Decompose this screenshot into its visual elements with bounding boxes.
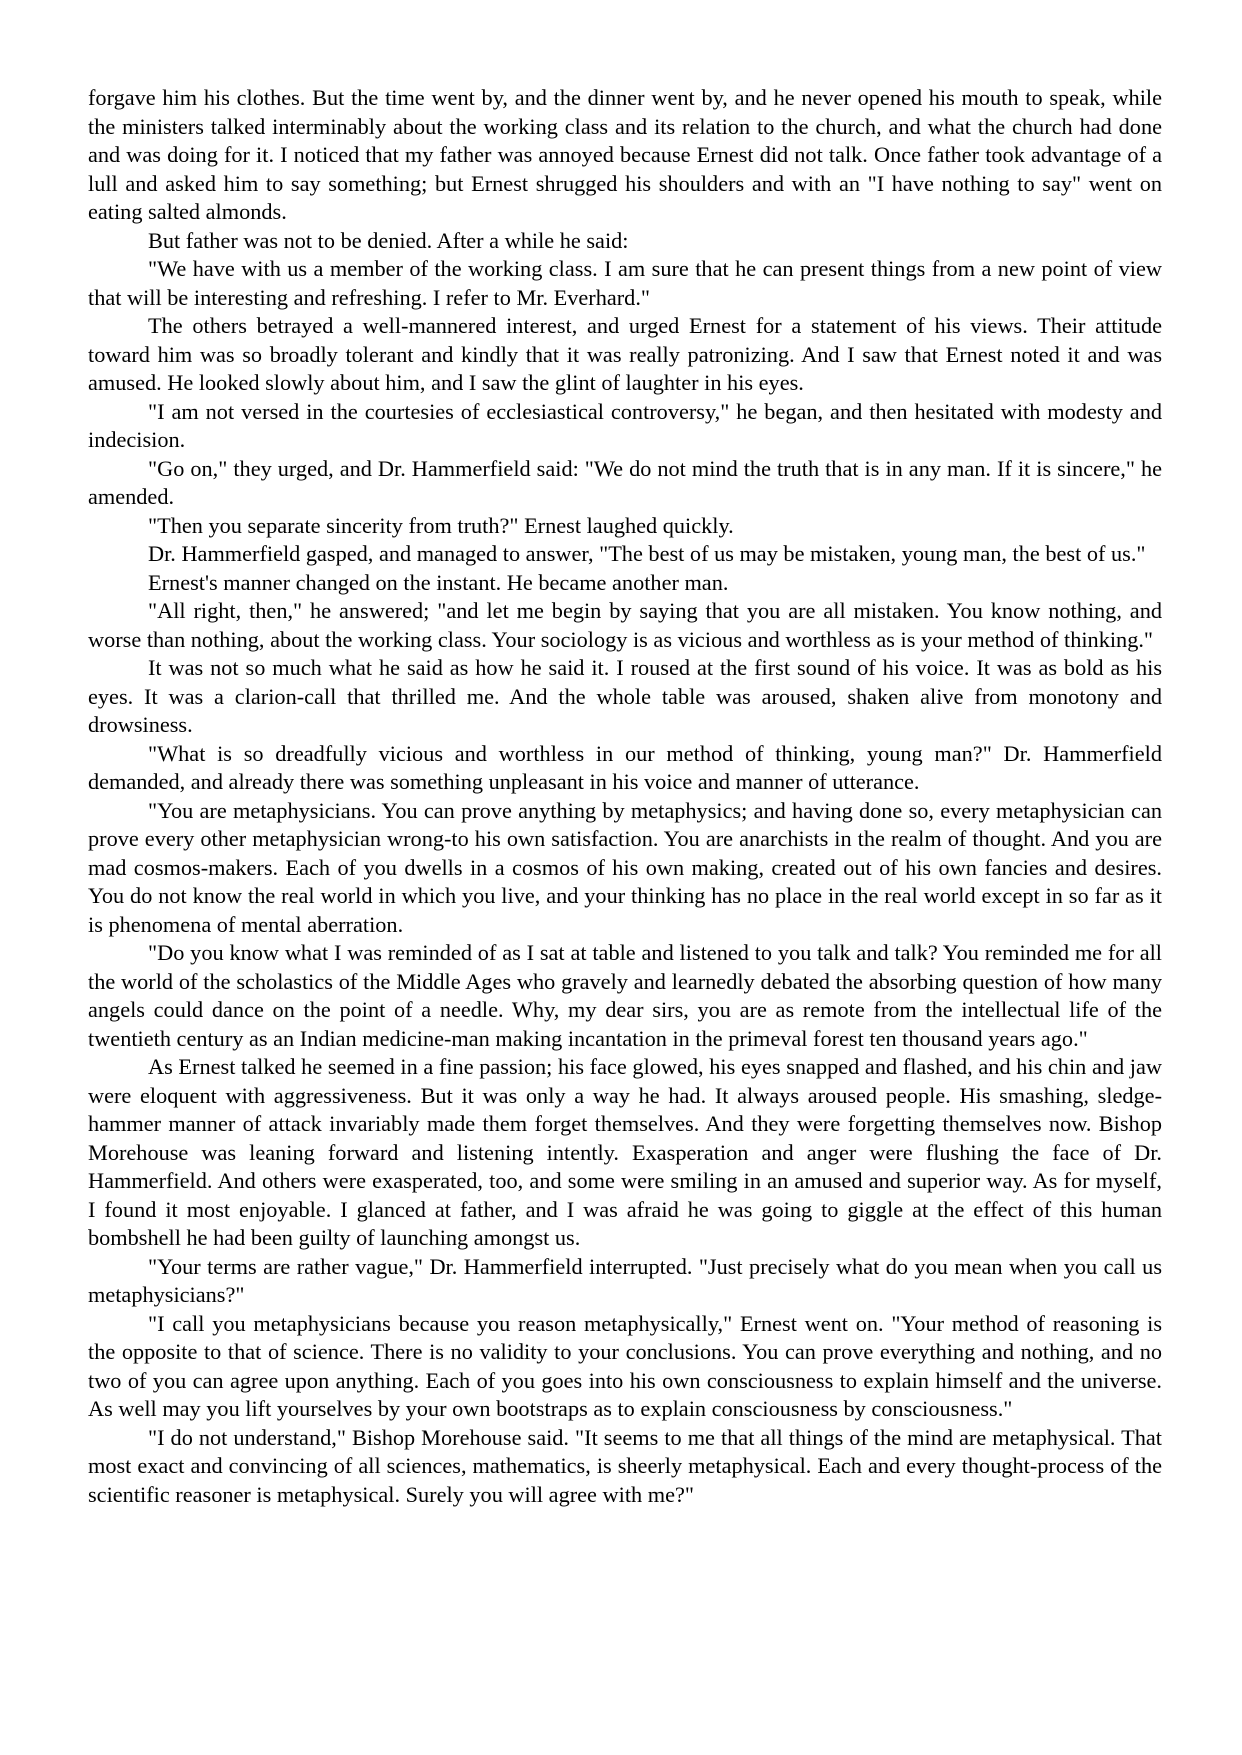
paragraph-15: As Ernest talked he seemed in a fine passion; his face glowed, his eyes snapped and flashed, and his chin and jaw were eloquent with aggressiveness. But it was only a way he had. It always aroused people. His smashing, sledge-hammer manner of attack invariably made them forget themselves. And they were forgetting themselves now. Bishop Morehouse was leaning forward and listening intently. Exasperation and anger were flushing the face of Dr. Hammerfield. And others were exasperated, too, and some were smiling in an amused and superior way. As for myself, I found it most enjoyable. I glanced at father, and I was afraid he was going to giggle at the effect of this human bombshell he had been guilty of launching amongst us.	[88, 1054, 1162, 1250]
document-page	[88, 84, 1162, 1509]
paragraph-10: "All right, then," he answered; "and let me begin by saying that you are all mistaken. You know nothing, and worse than nothing, about the working class. Your sociology is as vicious and worthless as is your method of thinking."	[88, 598, 1162, 652]
paragraph-13: "You are metaphysicians. You can prove anything by metaphysics; and having done so, every metaphysician can prove every other metaphysician wrong-to his own satisfaction. You are anarchists in the realm of thought. And you are mad cosmos-makers. Each of you dwells in a cosmos of his own making, created out of his own fancies and desires. You do not know the real world in which you live, and your thinking has no place in the real world except in so far as it is phenomena of mental aberration.	[88, 797, 1162, 937]
paragraph-11: It was not so much what he said as how he said it. I roused at the first sound of his voice. It was as bold as his eyes. It was a clarion-call that thrilled me. And the whole table was aroused, shaken alive from monotony and drowsiness.	[88, 655, 1162, 737]
paragraph-14: "Do you know what I was reminded of as I sat at table and listened to you talk and talk? You reminded me for all the world of the scholastics of the Middle Ages who gravely and learnedly debated the absorbing question of how many angels could dance on the point of a needle. Why, my dear sirs, you are as remote from the intellectual life of the twentieth century as an Indian medicine-man making incantation in the primeval forest ten thousand years ago."	[88, 940, 1162, 1051]
paragraph-9: Ernest's manner changed on the instant. He became another man.	[148, 569, 729, 595]
paragraph-7: "Then you separate sincerity from truth?" Ernest laughed quickly.	[148, 512, 734, 538]
paragraph-6: "Go on," they urged, and Dr. Hammerfield said: "We do not mind the truth that is in any man. If it is sincere," he amended.	[88, 455, 1162, 509]
paragraph-5: "I am not versed in the courtesies of ecclesiastical controversy," he began, and then hesitated with modesty and indecision.	[88, 398, 1162, 452]
paragraph-4: The others betrayed a well-mannered interest, and urged Ernest for a statement of his views. Their attitude toward him was so broadly tolerant and kindly that it was really patronizing. And I saw that Ernest noted it and was amused. He looked slowly about him, and I saw the glint of laughter in his eyes.	[88, 313, 1162, 395]
paragraph-8: Dr. Hammerfield gasped, and managed to answer, "The best of us may be mistaken, young man, the best of us."	[148, 541, 1146, 566]
paragraph-2: But father was not to be denied. After a while he said:	[148, 227, 629, 253]
paragraph-16: "Your terms are rather vague," Dr. Hammerfield interrupted. "Just precisely what do you mean when you call us metaphysicians?"	[88, 1253, 1162, 1307]
paragraph-17: "I call you metaphysicians because you reason metaphysically," Ernest went on. "Your method of reasoning is the opposite to that of science. There is no validity to your conclusions. You can prove everything and nothing, and no two of you can agree upon anything. Each of you goes into his own consciousness to explain himself and the universe. As well may you lift yourselves by your own bootstraps as to explain consciousness by consciousness."	[88, 1310, 1162, 1421]
paragraph-12: "What is so dreadfully vicious and worthless in our method of thinking, young man?" Dr. Hammerfield demanded, and already there was something unpleasant in his voice and manner of utterance.	[88, 740, 1162, 794]
paragraph-1: forgave him his clothes. But the time went by, and the dinner went by, and he never opened his mouth to speak, while the ministers talked interminably about the working class and its relation to the church, and what the church had done and was doing for it. I noticed that my father was annoyed because Ernest did not talk. Once father took advantage of a lull and asked him to say something; but Ernest shrugged his shoulders and with an "I have nothing to say" went on eating salted almonds.	[88, 85, 1162, 224]
paragraph-3: "We have with us a member of the working class. I am sure that he can present things from a new point of view that will be interesting and refreshing. I refer to Mr. Everhard."	[88, 256, 1162, 310]
paragraph-18: "I do not understand," Bishop Morehouse said. "It seems to me that all things of the mind are metaphysical. That most exact and convincing of all sciences, mathematics, is sheerly metaphysical. Each and every thought-process of the scientific reasoner is metaphysical. Surely you will agree with me?"	[88, 1424, 1162, 1507]
